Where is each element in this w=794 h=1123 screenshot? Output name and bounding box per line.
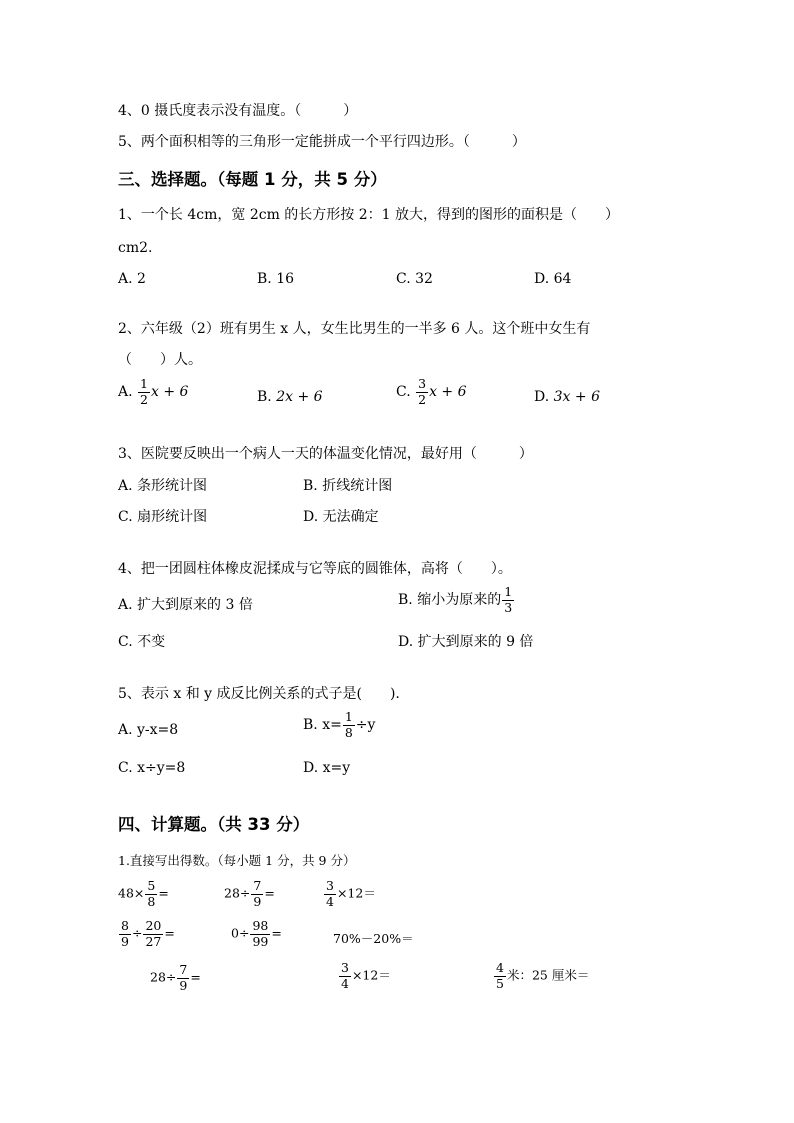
fraction xyxy=(416,378,428,406)
q5-option-b-post: ÷y xyxy=(355,717,376,733)
denominator: 3 xyxy=(504,599,513,615)
q1-option-a: A. 2 xyxy=(118,271,146,287)
numerator: 98 xyxy=(252,918,269,933)
q3-stem: 3、医院要反映出一个病人一天的体温变化情况，最好用（ ） xyxy=(118,446,533,462)
q3-option-b: B. 折线统计图 xyxy=(303,478,393,494)
calc-item-8 xyxy=(338,962,391,990)
q2-option-c-label: C. xyxy=(396,384,411,400)
fraction xyxy=(143,920,163,948)
denominator: 9 xyxy=(179,977,188,993)
calc-text: = xyxy=(264,885,275,901)
numerator: 4 xyxy=(496,960,504,975)
q5-option-b xyxy=(303,711,375,739)
calc-text: 28÷ xyxy=(224,885,251,901)
q1-option-b: B. 16 xyxy=(257,271,295,287)
calc-text: 0÷ xyxy=(231,925,250,941)
denominator: 9 xyxy=(121,933,129,949)
judgement-q4: 4、0 摄氏度表示没有温度。（ ） xyxy=(118,103,358,119)
calc-text: 48× xyxy=(118,885,145,901)
q4-option-c: C. 不变 xyxy=(118,634,166,650)
q4-option-d: D. 扩大到原来的 9 倍 xyxy=(398,634,534,650)
q5-option-a: A. y-x=8 xyxy=(118,722,179,738)
q4-option-a: A. 扩大到原来的 3 倍 xyxy=(118,597,253,613)
q4-option-b-text: B. 缩小为原来的 xyxy=(398,592,502,608)
calc-item-6: 70%－20%＝ xyxy=(333,931,414,946)
calc-text: ×12＝ xyxy=(351,967,391,983)
numerator: 7 xyxy=(253,878,262,893)
fraction xyxy=(250,920,270,948)
fraction xyxy=(324,880,336,908)
section4-sub1: 1.直接写出得数。（每小题 1 分，共 9 分） xyxy=(118,853,356,868)
q2-option-d-expr: 3x + 6 xyxy=(553,389,600,405)
calc-text: ÷ xyxy=(131,925,143,941)
q2-option-a-label: A. xyxy=(118,384,133,400)
fraction xyxy=(119,920,131,948)
calc-item-3 xyxy=(323,880,376,908)
q2-stem-cont: （ ）人。 xyxy=(118,352,202,368)
q2-option-d-label: D. xyxy=(534,389,550,405)
fraction xyxy=(502,586,514,614)
judgement-q5: 5、两个面积相等的三角形一定能拼成一个平行四边形。（ ） xyxy=(118,134,526,150)
calc-text: = xyxy=(158,885,169,901)
calc-text: 米：25 厘米＝ xyxy=(506,967,590,983)
fraction xyxy=(177,964,189,992)
denominator: 2 xyxy=(140,391,148,407)
denominator: 99 xyxy=(252,933,269,949)
calc-text: = xyxy=(190,969,201,985)
numerator: 20 xyxy=(145,918,162,933)
fraction xyxy=(145,880,157,908)
denominator: 8 xyxy=(147,893,156,909)
calc-text: = xyxy=(271,925,282,941)
numerator: 8 xyxy=(121,918,129,933)
fraction xyxy=(138,378,150,406)
q2-option-a-expr: x + 6 xyxy=(150,384,189,400)
q5-option-b-pre: B. x= xyxy=(303,717,342,733)
numerator: 1 xyxy=(504,584,513,599)
q1-stem: 1、一个长 4cm，宽 2cm 的长方形按 2：1 放大，得到的图形的面积是（ ） xyxy=(118,207,620,223)
fraction xyxy=(339,962,351,990)
q2-option-b-expr: 2x + 6 xyxy=(276,389,323,405)
denominator: 27 xyxy=(145,933,162,949)
denominator: 9 xyxy=(253,893,262,909)
denominator: 4 xyxy=(326,893,334,909)
q4-option-b xyxy=(398,586,515,614)
calc-item-9 xyxy=(493,962,589,990)
calc-item-7 xyxy=(150,964,201,992)
q2-option-b-label: B. xyxy=(257,389,272,405)
q1-option-d: D. 64 xyxy=(534,271,572,287)
q5-option-c: C. x÷y=8 xyxy=(118,760,186,776)
q5-option-d: D. x=y xyxy=(303,760,351,776)
q2-option-c xyxy=(396,378,467,406)
numerator: 3 xyxy=(341,960,349,975)
denominator: 8 xyxy=(344,724,353,740)
q1-option-c: C. 32 xyxy=(396,271,433,287)
denominator: 5 xyxy=(496,975,504,991)
q2-stem: 2、六年级（2）班有男生 x 人，女生比男生的一半多 6 人。这个班中女生有 xyxy=(118,321,591,337)
calc-text: = xyxy=(164,925,175,941)
numerator: 7 xyxy=(179,962,188,977)
numerator: 3 xyxy=(326,878,334,893)
numerator: 1 xyxy=(140,376,148,391)
q2-option-c-expr: x + 6 xyxy=(429,384,467,400)
calc-text: 28÷ xyxy=(150,969,177,985)
fraction xyxy=(343,711,355,739)
fraction xyxy=(251,880,263,908)
fraction xyxy=(494,962,506,990)
numerator: 1 xyxy=(344,709,353,724)
numerator: 5 xyxy=(147,878,156,893)
q1-stem-cont: cm2. xyxy=(118,240,153,256)
section4-title: 四、计算题。（共 33 分） xyxy=(118,815,310,834)
numerator: 3 xyxy=(418,376,427,391)
q2-option-a xyxy=(118,378,188,406)
q2-option-b xyxy=(257,389,323,406)
q3-option-c: C. 扇形统计图 xyxy=(118,509,208,525)
calc-item-1 xyxy=(118,880,169,908)
q3-option-d: D. 无法确定 xyxy=(303,509,379,525)
denominator: 2 xyxy=(418,391,427,407)
q5-stem: 5、表示 x 和 y 成反比例关系的式子是( ). xyxy=(118,686,400,702)
q3-option-a: A. 条形统计图 xyxy=(118,478,208,494)
section3-title: 三、选择题。（每题 1 分，共 5 分） xyxy=(118,170,387,189)
calc-item-4 xyxy=(118,920,175,948)
q4-stem: 4、把一团圆柱体橡皮泥揉成与它等底的圆锥体，高将（ ）。 xyxy=(118,561,512,577)
calc-item-5 xyxy=(231,920,282,948)
calc-item-2 xyxy=(224,880,275,908)
calc-text: ×12＝ xyxy=(336,885,376,901)
q2-option-d xyxy=(534,389,600,406)
denominator: 4 xyxy=(341,975,349,991)
